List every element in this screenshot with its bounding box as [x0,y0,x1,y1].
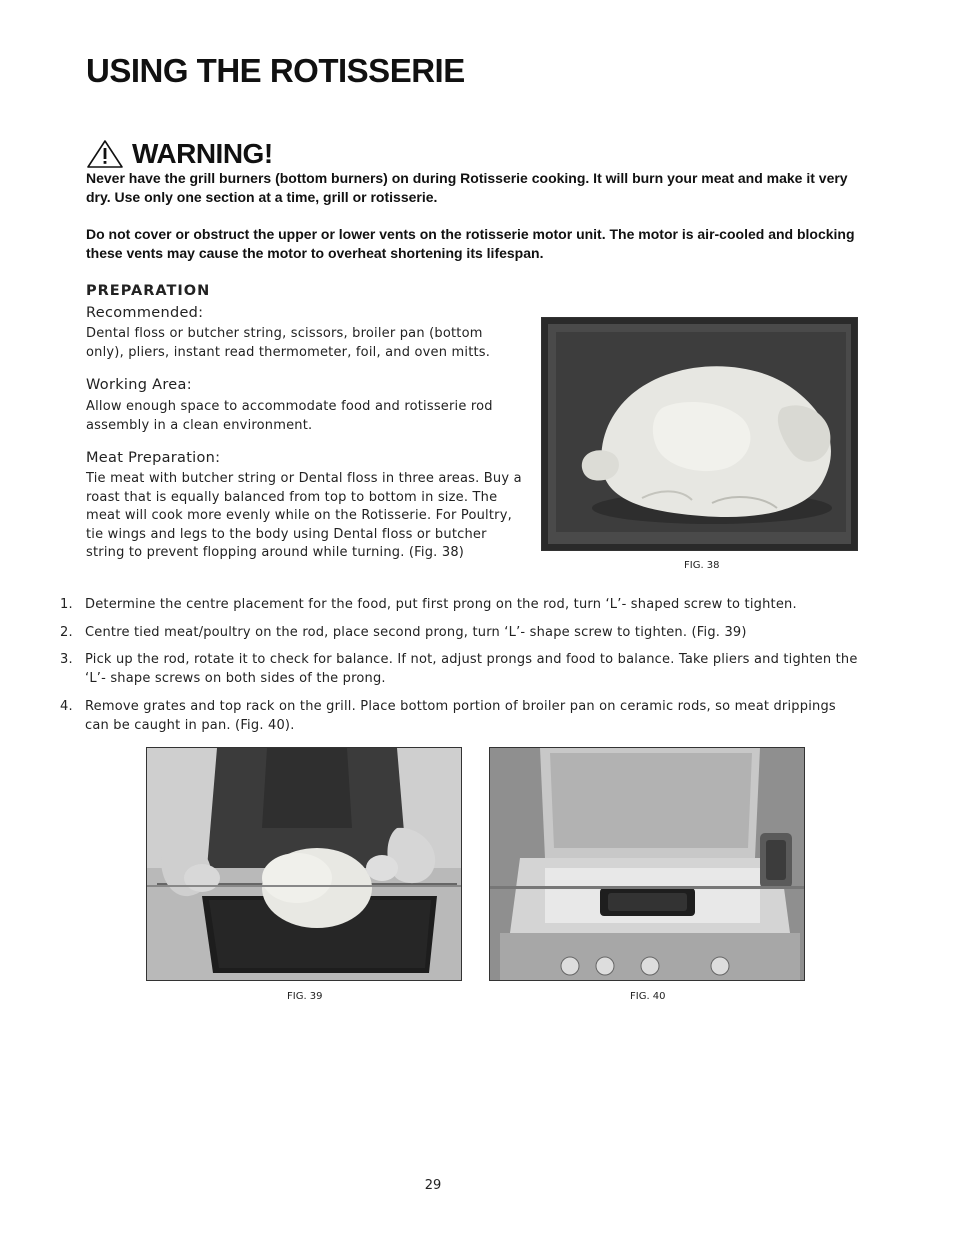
warning-title: WARNING! [132,138,273,169]
recommended-heading: Recommended: [86,305,204,321]
meat-preparation-text: Tie meat with butcher string or Dental floss in three areas. Buy a roast that is equally balanced from top to bottom in size. The meat will cook more evenly while on the Rotisserie. For Poultry, tie wings and legs to the body using Dental floss or butcher string to prevent flopping around while turning. (Fig. 38) [86,471,522,561]
step-text: Pick up the rod, rotate it to check for balance. If not, adjust prongs and food to balance. Take pliers and tighten the ‘L’- shape screws on both sides of the prong. [85,652,858,686]
step-item [60,651,860,688]
step-number: 1. [60,597,73,612]
working-area-heading: Working Area: [86,377,192,393]
warning-header [86,138,273,170]
working-area-text: Allow enough space to accommodate food and rotisserie rod assembly in a clean environment. [86,399,493,433]
step-text: Centre tied meat/poultry on the rod, place second prong, turn ‘L’- shape screw to tighten. (Fig. 39) [85,625,747,640]
fig-40-grill-photo [489,747,805,981]
warning-triangle-icon [86,139,124,169]
fig-38-chicken-photo [541,317,858,551]
fig-39-caption: FIG. 39 [287,991,323,1002]
fig-39-rod-photo [146,747,462,981]
step-item [60,698,860,735]
step-number: 2. [60,625,73,640]
meat-preparation-heading: Meat Preparation: [86,450,221,466]
fig-40-caption: FIG. 40 [630,991,666,1002]
warning-paragraph-burners: Never have the grill burners (bottom burners) on during Rotisserie cooking. It will burn your meat and make it very dry. Use only one section at a time, grill or rotisserie. [86,170,848,205]
page-title: USING THE ROTISSERIE [86,52,465,89]
step-item [60,596,860,615]
step-item [60,624,860,643]
step-number: 3. [60,652,73,667]
step-text: Remove grates and top rack on the grill. Place bottom portion of broiler pan on ceramic rods, so meat drippings can be caught in pan. (Fig. 40). [85,699,836,733]
step-number: 4. [60,699,73,714]
page-number: 29 [424,1178,442,1193]
fig-38-caption: FIG. 38 [684,560,720,571]
warning-paragraph-vents: Do not cover or obstruct the upper or lower vents on the rotisserie motor unit. The motor is air-cooled and blocking these vents may cause the motor to overheat shortening its lifespan. [86,226,855,261]
recommended-text: Dental floss or butcher string, scissors, broiler pan (bottom only), pliers, instant read thermometer, foil, and oven mitts. [86,326,491,360]
step-text: Determine the centre placement for the food, put first prong on the rod, turn ‘L’- shaped screw to tighten. [85,597,797,612]
preparation-heading: PREPARATION [86,283,211,299]
